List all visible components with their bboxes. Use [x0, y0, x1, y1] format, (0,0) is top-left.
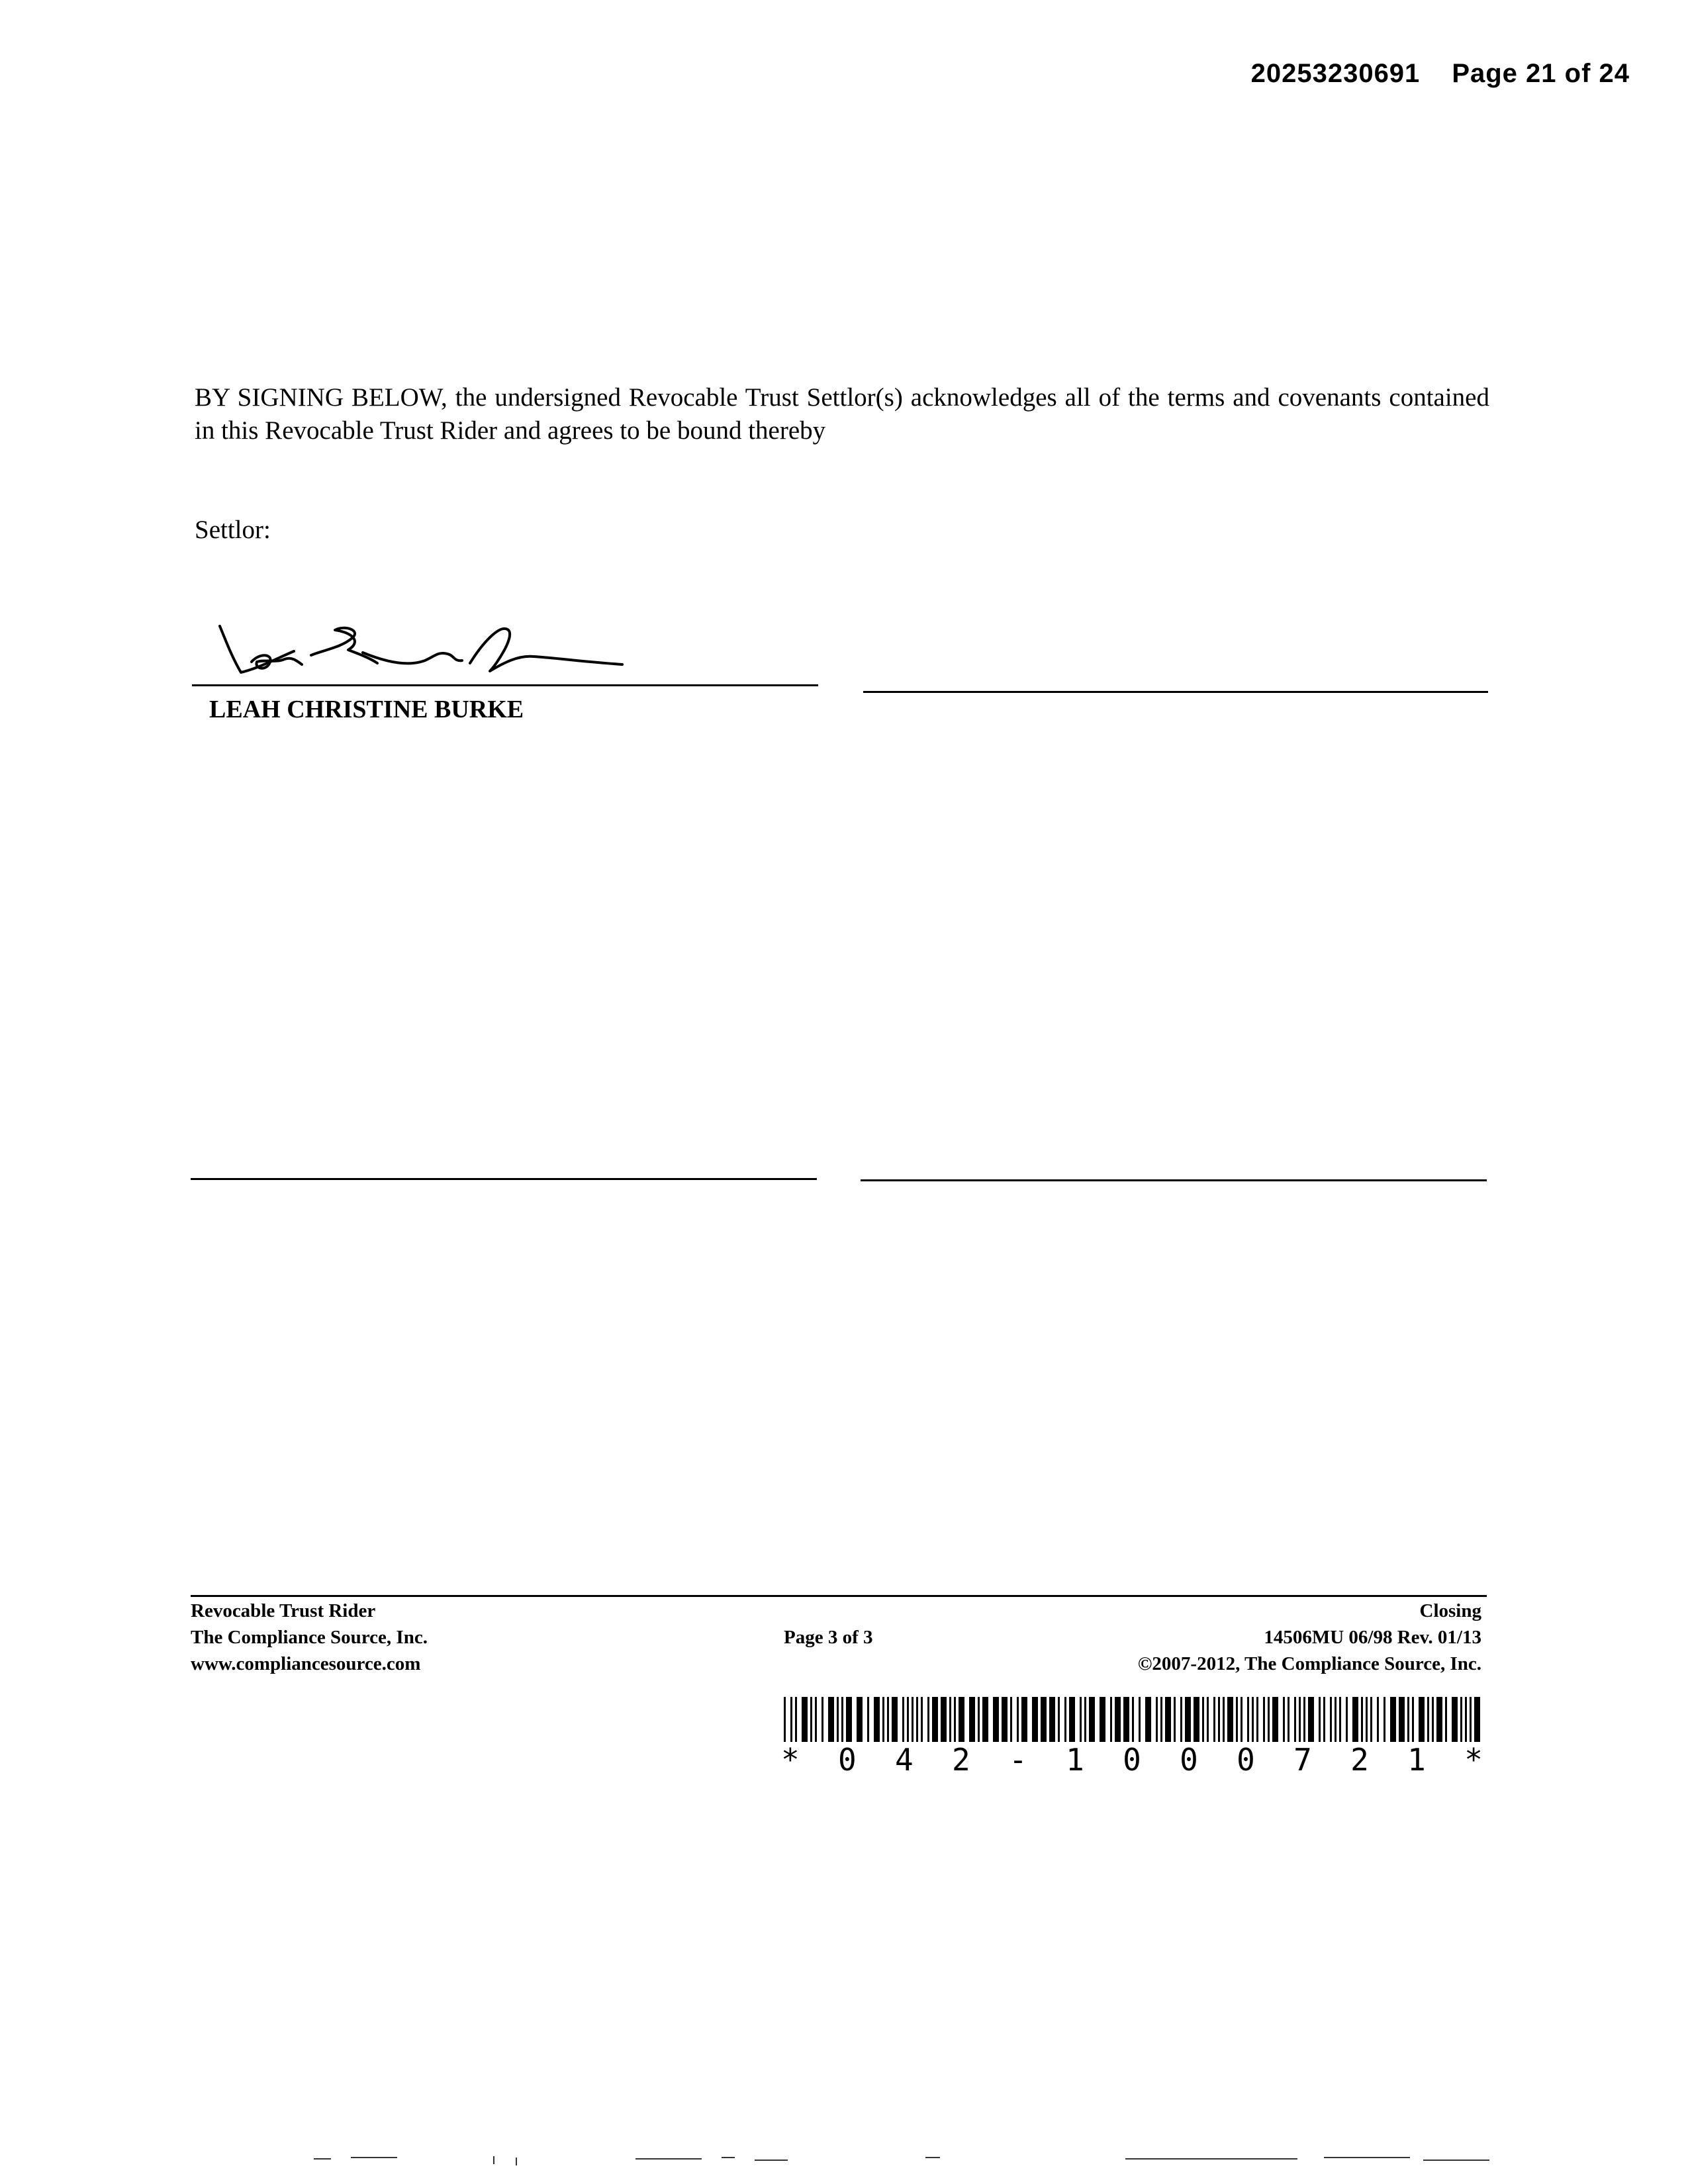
barcode: [784, 1697, 1483, 1742]
footer-rule: [191, 1595, 1487, 1597]
form-title: Revocable Trust Rider: [191, 1600, 376, 1621]
barcode-char: *: [1464, 1742, 1483, 1778]
company-name: The Compliance Source, Inc.: [191, 1627, 428, 1648]
barcode-human-readable: [781, 1742, 1483, 1778]
copyright-notice: ©2007-2012, The Compliance Source, Inc.: [1137, 1653, 1481, 1674]
company-website: www.compliancesource.com: [191, 1653, 421, 1674]
barcode-char: 0: [1180, 1742, 1198, 1778]
settlor-signature-line-1: [192, 684, 818, 686]
footer-page-number: Page 3 of 3: [784, 1627, 873, 1648]
acknowledgement-paragraph: BY SIGNING BELOW, the undersigned Revocable Trust Settlor(s) acknowledges all of the terms and covenants contained in this Revocable Trust Rider and agrees to be bound thereby: [195, 383, 1489, 445]
blank-signature-line-3: [191, 1178, 817, 1180]
barcode-char: 4: [895, 1742, 914, 1778]
barcode-char: 1: [1407, 1742, 1426, 1778]
page-counter: Page 21 of 24: [1452, 59, 1630, 88]
settlor-label: Settlor:: [195, 516, 271, 544]
barcode-char: 0: [1123, 1742, 1141, 1778]
footer-left: [191, 1598, 428, 1677]
scan-artifact-marks: [0, 2151, 1688, 2171]
handwritten-signature: [212, 615, 649, 688]
form-number: 14506MU 06/98 Rev. 01/13: [1264, 1627, 1481, 1648]
barcode-char: 7: [1293, 1742, 1312, 1778]
barcode-char: 2: [952, 1742, 970, 1778]
signer-name: LEAH CHRISTINE BURKE: [209, 696, 524, 723]
barcode-char: -: [1009, 1742, 1027, 1778]
barcode-char: 0: [838, 1742, 857, 1778]
barcode-char: *: [781, 1742, 800, 1778]
settlor-signature-line-2: [863, 691, 1488, 693]
document-stamp: [1235, 29, 1630, 89]
barcode-char: 1: [1066, 1742, 1084, 1778]
barcode-char: 2: [1350, 1742, 1369, 1778]
barcode-char: 0: [1237, 1742, 1255, 1778]
section-label: Closing: [1419, 1600, 1481, 1621]
blank-signature-line-4: [861, 1179, 1487, 1181]
footer-right: [1138, 1598, 1481, 1677]
document-number: 20253230691: [1250, 59, 1421, 88]
